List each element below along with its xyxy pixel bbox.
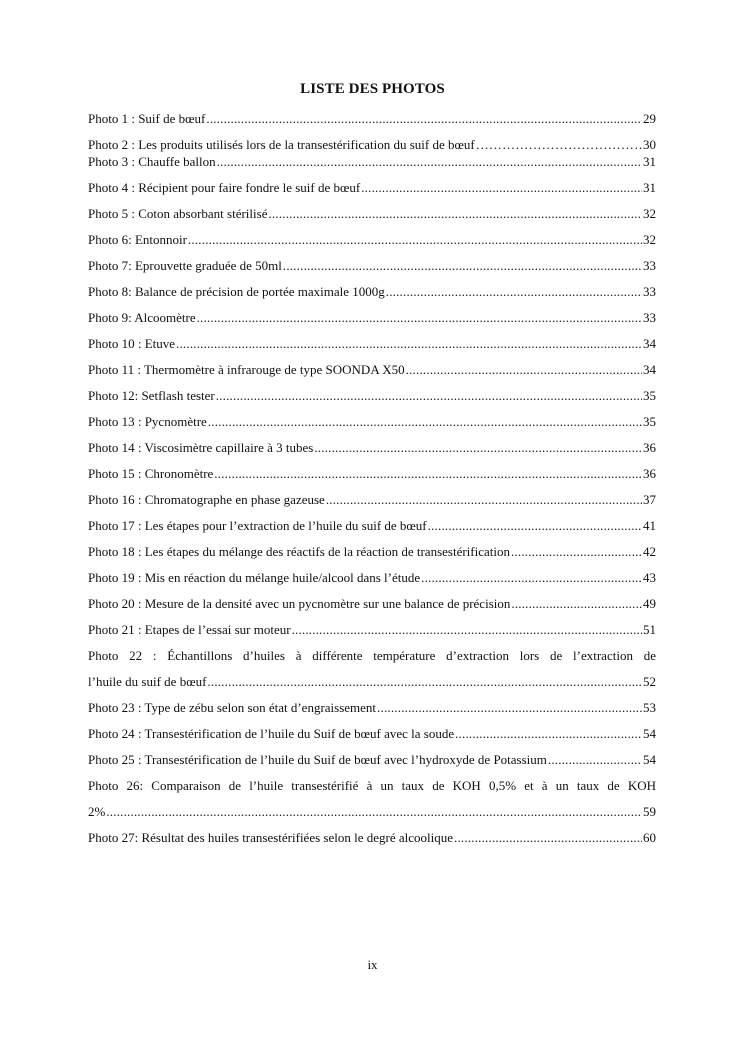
- dot-leader: [421, 569, 642, 587]
- list-item[interactable]: [88, 361, 656, 379]
- dot-leader: [361, 179, 642, 197]
- entry-label: Photo 27: Résultat des huiles transestérifiées selon le degré alcoolique: [88, 830, 453, 845]
- entry-label: Photo 21 : Etapes de l’essai sur moteur: [88, 622, 291, 637]
- dot-leader: [377, 699, 642, 717]
- page-title: LISTE DES PHOTOS: [300, 81, 445, 97]
- entry-page: 32: [643, 232, 656, 247]
- entry-label: Photo 10 : Etuve: [88, 336, 176, 351]
- dot-leader: [268, 205, 642, 223]
- entry-page: 35: [643, 414, 656, 429]
- list-item[interactable]: [88, 465, 656, 483]
- entry-label: Photo 3 : Chauffe ballon: [88, 154, 216, 169]
- entry-label-continued: l’huile du suif de bœuf: [88, 674, 207, 689]
- list-item[interactable]: [88, 387, 656, 405]
- dot-leader: [454, 829, 642, 847]
- entry-label: Photo 16 : Chromatographe en phase gazeuse: [88, 492, 325, 507]
- entry-label: Photo 1 : Suif de bœuf: [88, 111, 206, 126]
- entry-page: 59: [643, 804, 656, 819]
- entry-page: 53: [643, 700, 656, 715]
- entry-label: Photo 26: Comparaison de l’huile transestérifié à un taux de KOH 0,5% et à un taux de KOH: [88, 778, 656, 793]
- entry-label: Photo 25 : Transestérification de l’huile du Suif de bœuf avec l’hydroxyde de Potassium: [88, 752, 547, 767]
- list-item[interactable]: [88, 491, 656, 509]
- list-item[interactable]: [88, 439, 656, 457]
- dot-leader: [217, 153, 642, 171]
- entry-page: 54: [643, 752, 656, 767]
- dot-leader: [455, 725, 642, 743]
- list-item[interactable]: [88, 673, 656, 691]
- list-item[interactable]: [88, 136, 656, 154]
- entry-page: 36: [643, 440, 656, 455]
- list-item[interactable]: [88, 517, 656, 535]
- entry-label-continued: 2%: [88, 804, 106, 819]
- entry-label: Photo 17 : Les étapes pour l’extraction de l’huile du suif de bœuf: [88, 518, 427, 533]
- list-item[interactable]: [88, 829, 656, 847]
- entry-label: Photo 8: Balance de précision de portée maximale 1000g: [88, 284, 385, 299]
- list-item[interactable]: [88, 257, 656, 275]
- entry-label: Photo 20 : Mesure de la densité avec un pycnomètre sur une balance de précision: [88, 596, 511, 611]
- list-item[interactable]: [88, 699, 656, 717]
- entry-page: 49: [643, 596, 656, 611]
- entry-label: Photo 7: Eprouvette graduée de 50ml: [88, 258, 282, 273]
- list-item[interactable]: [88, 179, 656, 197]
- entry-page: 34: [643, 336, 656, 351]
- dot-leader: [283, 257, 642, 275]
- entry-page: 31: [643, 154, 656, 169]
- entry-label: Photo 13 : Pycnomètre: [88, 414, 207, 429]
- dot-leader: [214, 465, 642, 483]
- dot-leader: [428, 517, 642, 535]
- entry-page: 51: [643, 622, 656, 637]
- dot-leader: [197, 309, 642, 327]
- list-item[interactable]: [88, 309, 656, 327]
- dot-leader: [386, 283, 642, 301]
- entry-page: 29: [643, 111, 656, 126]
- entry-label: Photo 4 : Récipient pour faire fondre le suif de bœuf: [88, 180, 361, 195]
- entry-label: Photo 11 : Thermomètre à infrarouge de type SOONDA X50: [88, 362, 405, 377]
- dot-leader: [314, 439, 642, 457]
- dot-leader: [292, 621, 642, 639]
- dot-leader: [548, 751, 642, 769]
- entry-page: 37: [643, 492, 656, 507]
- entry-page: 32: [643, 206, 656, 221]
- entry-page: 35: [643, 388, 656, 403]
- entry-label: Photo 19 : Mis en réaction du mélange huile/alcool dans l’étude: [88, 570, 421, 585]
- dot-leader: [216, 387, 642, 405]
- list-item[interactable]: [88, 543, 656, 561]
- entry-label: Photo 5 : Coton absorbant stérilisé: [88, 206, 268, 221]
- list-item[interactable]: [88, 621, 656, 639]
- entry-page: 43: [643, 570, 656, 585]
- entry-label: Photo 14 : Viscosimètre capillaire à 3 tubes: [88, 440, 314, 455]
- dot-leader: [406, 361, 642, 379]
- entry-label: Photo 22 : Échantillons d’huiles à différente température d’extraction lors de l’extraction de: [88, 648, 656, 663]
- dot-leader: [326, 491, 642, 509]
- entry-page: 41: [643, 518, 656, 533]
- entry-label: Photo 12: Setflash tester: [88, 388, 215, 403]
- entry-page: 36: [643, 466, 656, 481]
- dot-leader: [206, 110, 642, 128]
- dot-leader: [106, 803, 642, 821]
- entry-page: 52: [643, 674, 656, 689]
- list-item[interactable]: [88, 153, 656, 171]
- entry-page: 33: [643, 258, 656, 273]
- list-item[interactable]: [88, 231, 656, 249]
- entry-label: Photo 18 : Les étapes du mélange des réactifs de la réaction de transestérification: [88, 544, 510, 559]
- dot-leader: [476, 136, 642, 154]
- entry-label: Photo 15 : Chronomètre: [88, 466, 214, 481]
- entry-label: Photo 6: Entonnoir: [88, 232, 187, 247]
- entry-page: 54: [643, 726, 656, 741]
- list-item[interactable]: [88, 283, 656, 301]
- dot-leader: [176, 335, 642, 353]
- entry-page: 42: [643, 544, 656, 559]
- page-number: ix: [367, 957, 378, 972]
- entry-label: Photo 23 : Type de zébu selon son état d’engraissement: [88, 700, 377, 715]
- list-item[interactable]: [88, 595, 656, 613]
- entry-page: 31: [643, 180, 656, 195]
- dot-leader: [207, 673, 642, 691]
- dot-leader: [188, 231, 642, 249]
- dot-leader: [208, 413, 642, 431]
- dot-leader: [511, 543, 642, 561]
- list-item[interactable]: [88, 413, 656, 431]
- entry-page: 30: [643, 137, 656, 152]
- list-item[interactable]: [88, 803, 656, 821]
- list-item[interactable]: [88, 569, 656, 587]
- list-item[interactable]: [88, 335, 656, 353]
- dot-leader: [511, 595, 642, 613]
- list-item[interactable]: [88, 725, 656, 743]
- entry-label: Photo 2 : Les produits utilisés lors de la transestérification du suif de bœuf: [88, 137, 475, 152]
- entry-label: Photo 9: Alcoomètre: [88, 310, 196, 325]
- entry-label: Photo 24 : Transestérification de l’huile du Suif de bœuf avec la soude: [88, 726, 455, 741]
- entry-page: 33: [643, 310, 656, 325]
- list-item[interactable]: [88, 751, 656, 769]
- entry-page: 34: [643, 362, 656, 377]
- list-item[interactable]: [88, 110, 656, 128]
- entry-page: 60: [643, 830, 656, 845]
- list-item[interactable]: [88, 205, 656, 223]
- entry-page: 33: [643, 284, 656, 299]
